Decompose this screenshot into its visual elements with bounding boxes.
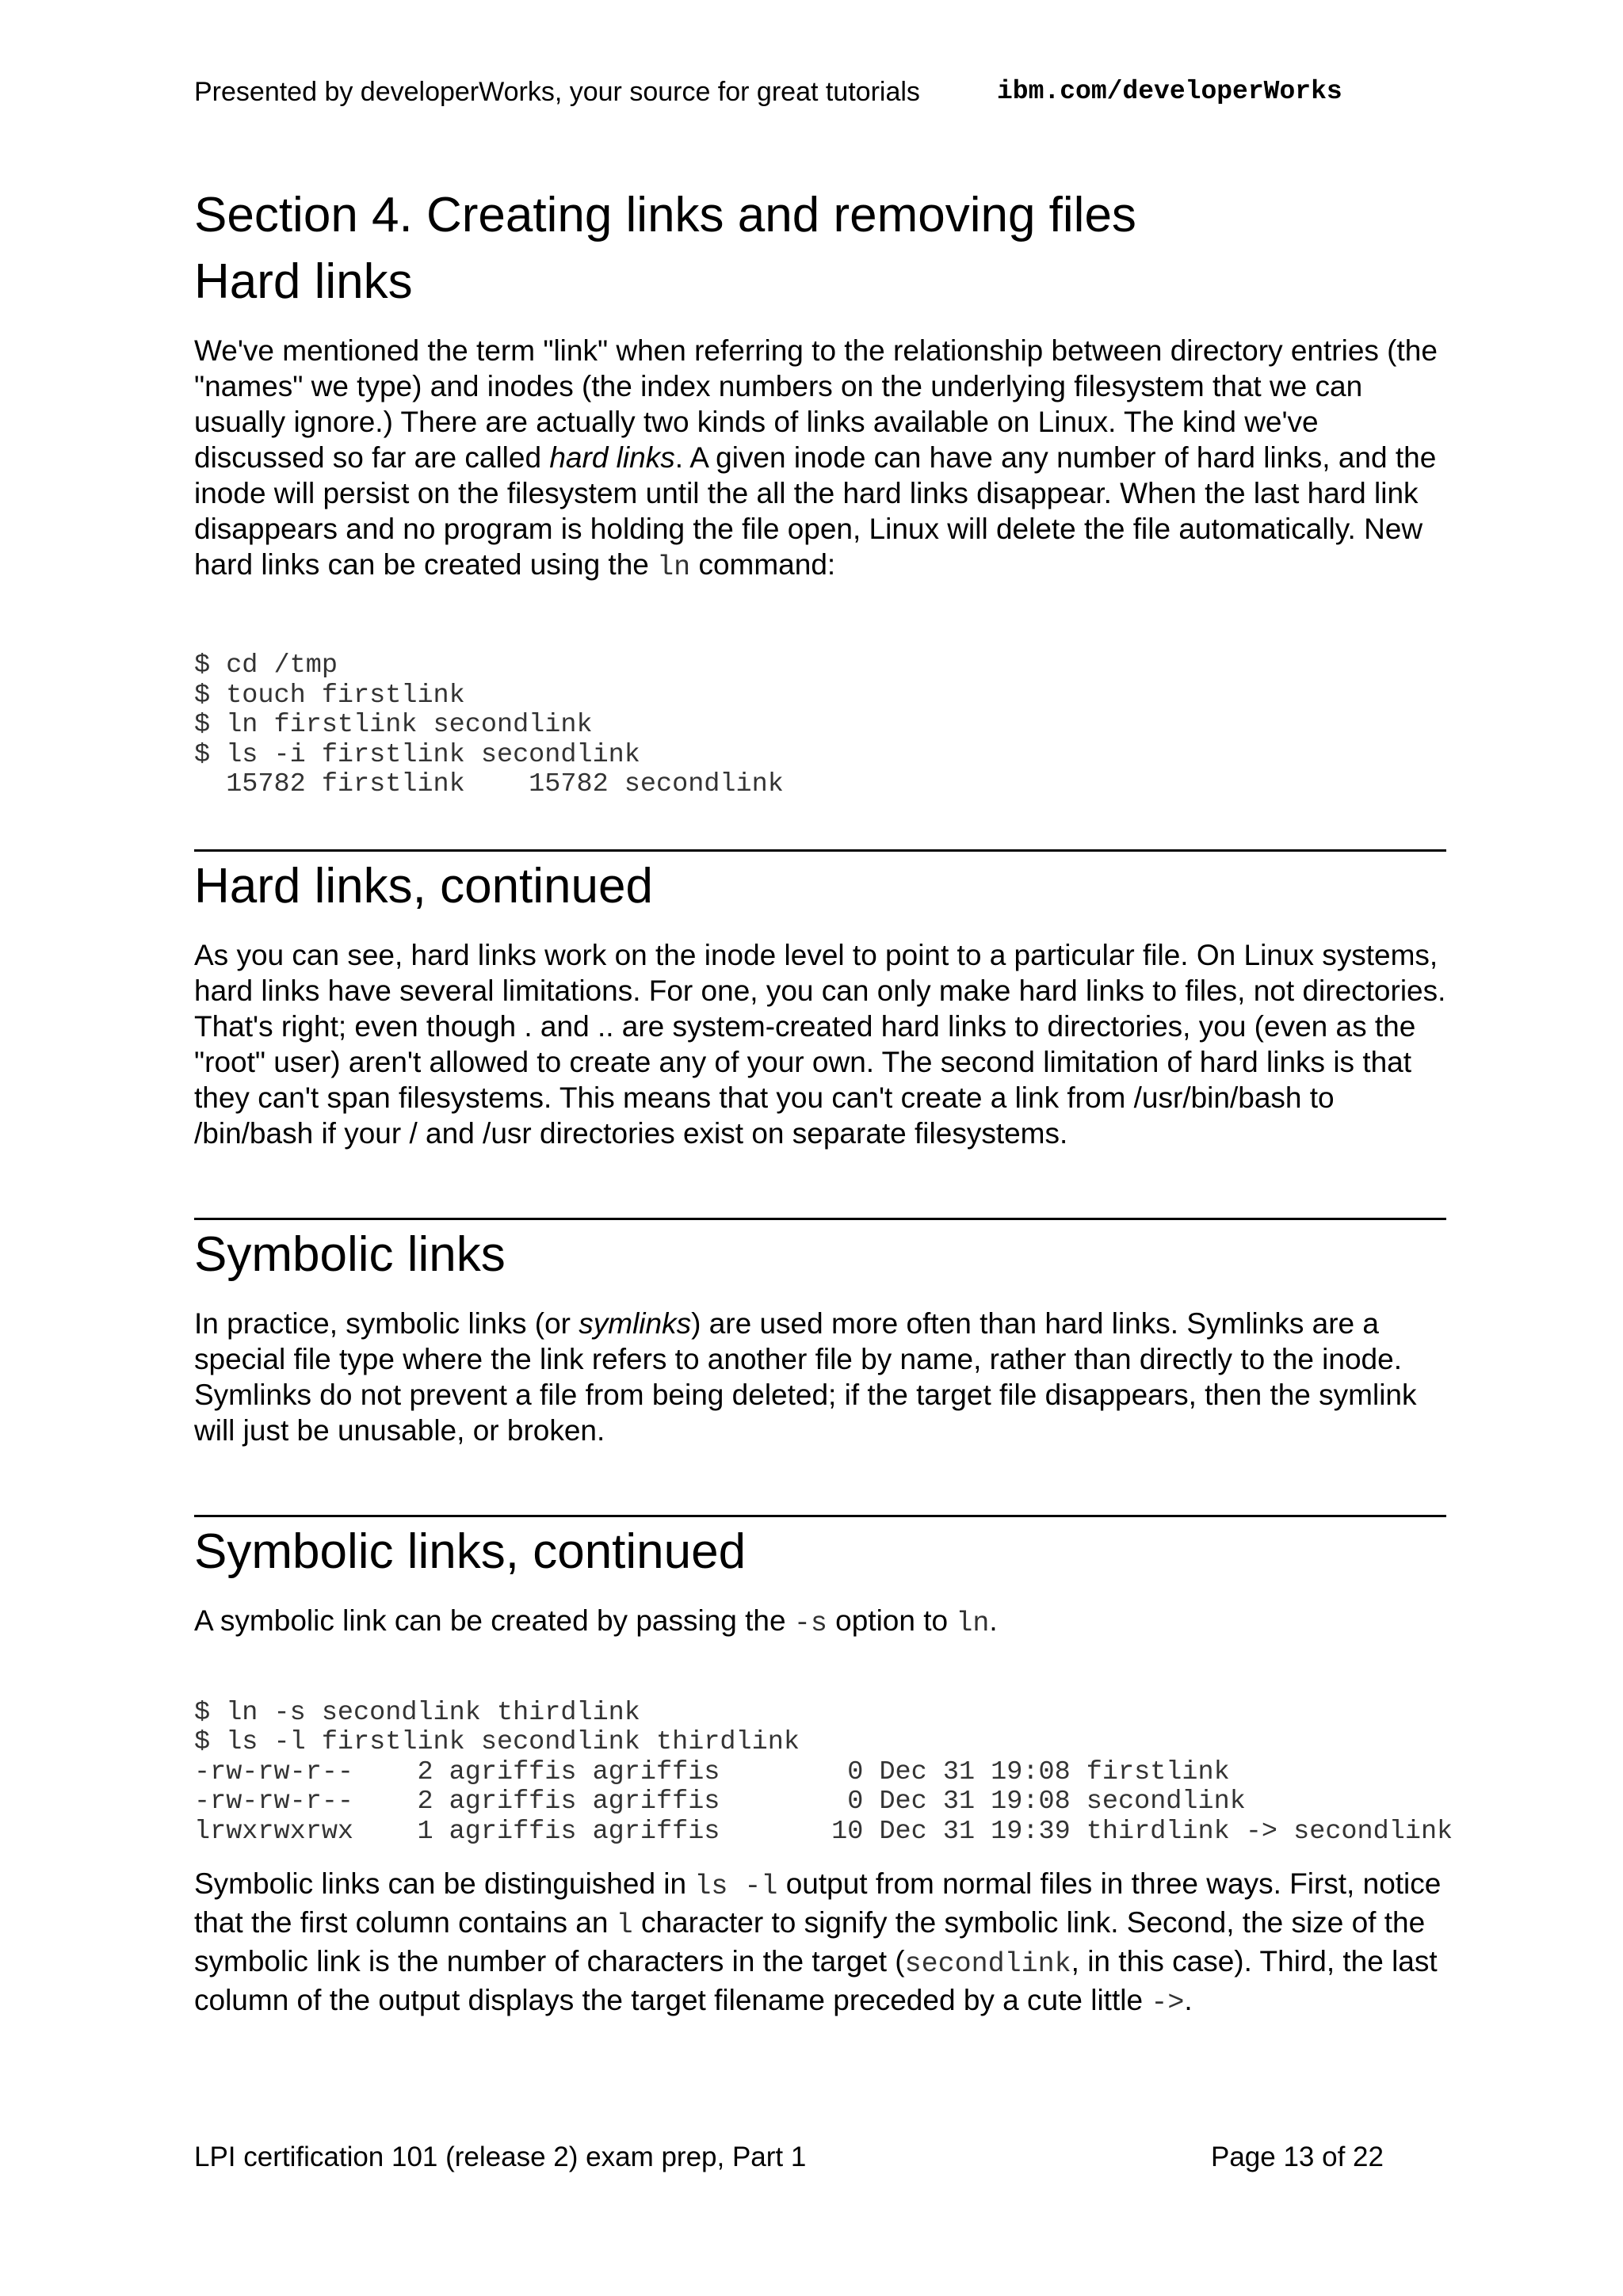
inline-code: -> xyxy=(1151,1987,1185,2019)
code-block-hard-links xyxy=(194,651,1446,800)
inline-code: ln xyxy=(657,551,691,583)
text-run: A symbolic link can be created by passing the xyxy=(194,1604,794,1637)
footer-document-title: LPI certification 101 (release 2) exam prep, Part 1 xyxy=(194,2142,807,2172)
heading-hard-links-continued: Hard links, continued xyxy=(194,858,653,913)
code-line: lrwxrwxrwx 1 agriffis agriffis 10 Dec 31 19:39 thirdlink -> secondlink xyxy=(194,1816,1453,1847)
text-run: command: xyxy=(690,548,836,581)
text-run: . xyxy=(989,1604,998,1637)
section-title: Section 4. Creating links and removing files xyxy=(194,188,1136,242)
code-line: -rw-rw-r-- 2 agriffis agriffis 0 Dec 31 19:08 firstlink xyxy=(194,1756,1230,1787)
footer-page-number: Page 13 of 22 xyxy=(1211,2142,1384,2172)
section-divider xyxy=(194,1515,1446,1517)
text-run: Symbolic links can be distinguished in xyxy=(194,1867,695,1900)
text-emphasis: symlinks xyxy=(579,1306,692,1340)
header-site-link[interactable]: ibm.com/developerWorks xyxy=(997,77,1342,106)
text-run: We've mentioned the term "link" when referring to the relationship between directory entries (the "names" we type) and inodes (the index numbers on the underlying filesystem that we can usually ignore.) There are actually two kinds of links available on Linux. The kind we've discussed so far are called xyxy=(194,334,1438,474)
inline-code: ln xyxy=(956,1607,990,1639)
heading-symbolic-links: Symbolic links xyxy=(194,1226,506,1282)
section-divider xyxy=(194,1218,1446,1220)
code-line: $ ls -i firstlink secondlink xyxy=(194,739,640,770)
paragraph-symlink-distinguish xyxy=(194,1866,1446,2021)
code-line: $ ls -l firstlink secondlink thirdlink xyxy=(194,1727,800,1757)
code-block-symbolic-links xyxy=(194,1697,1453,1848)
section-divider xyxy=(194,849,1446,852)
page-content xyxy=(194,184,1453,2021)
paragraph-hard-links-continued: As you can see, hard links work on the inode level to point to a particular file. On Linux systems, hard links have several limitations. For one, you can only make hard links to files, not directories. That's right; even though . and .. are system-created hard links to directories, you (even as the "root" user) aren't allowed to create any of your own. The second limitation of hard links is that they can't span filesystems. This means that you can't create a link from /usr/bin/bash to /bin/bash if your / and /usr directories exist on separate filesystems. xyxy=(194,938,1446,1150)
code-line: $ ln -s secondlink thirdlink xyxy=(194,1697,640,1728)
paragraph-symlink-intro xyxy=(194,1603,1446,1642)
code-line: $ cd /tmp xyxy=(194,650,338,681)
text-emphasis: hard links xyxy=(549,441,675,474)
header-presented-by: Presented by developerWorks, your source for great tutorials xyxy=(194,77,920,107)
heading-symbolic-links-continued: Symbolic links, continued xyxy=(194,1524,747,1579)
text-run: . A given inode can have any number of hard links, and the inode will persist on the filesystem until the all the hard links disappear. When the last hard link disappears and no program is holding the file open, Linux will delete the file automatically. New hard links can be created using the xyxy=(194,441,1437,581)
text-run: . xyxy=(1184,1984,1193,2016)
paragraph-hard-links xyxy=(194,333,1446,585)
heading-hard-links: Hard links xyxy=(194,254,413,309)
inline-code: l xyxy=(616,1909,633,1941)
code-line: $ touch firstlink xyxy=(194,680,465,711)
text-run: option to xyxy=(827,1604,957,1637)
code-line: 15782 firstlink 15782 secondlink xyxy=(194,769,784,799)
text-run: In practice, symbolic links (or xyxy=(194,1306,579,1340)
inline-code: -s xyxy=(793,1607,827,1639)
inline-code: ls -l xyxy=(694,1871,778,1902)
text-run: , in this case). Third, the last column of the output displays the target filename preceded by a cute little xyxy=(194,1945,1438,2016)
text-run: character to signify the symbolic link. Second, the size of the symbolic link is the number of characters in the target ( xyxy=(194,1906,1426,1978)
code-line: $ ln firstlink secondlink xyxy=(194,710,593,740)
paragraph-symbolic-links xyxy=(194,1306,1446,1448)
code-line: -rw-rw-r-- 2 agriffis agriffis 0 Dec 31 19:08 secondlink xyxy=(194,1787,1246,1817)
inline-code: secondlink xyxy=(904,1948,1071,1980)
text-run: output from normal files in three ways. First, notice that the first column contains an xyxy=(194,1867,1442,1939)
text-run: ) are used more often than hard links. Symlinks are a special file type where the link refers to another file by name, rather than directly to the inode. Symlinks do not prevent a file from being deleted; if the target file disappears, then the symlink will just be unusable, or broken. xyxy=(194,1306,1417,1447)
